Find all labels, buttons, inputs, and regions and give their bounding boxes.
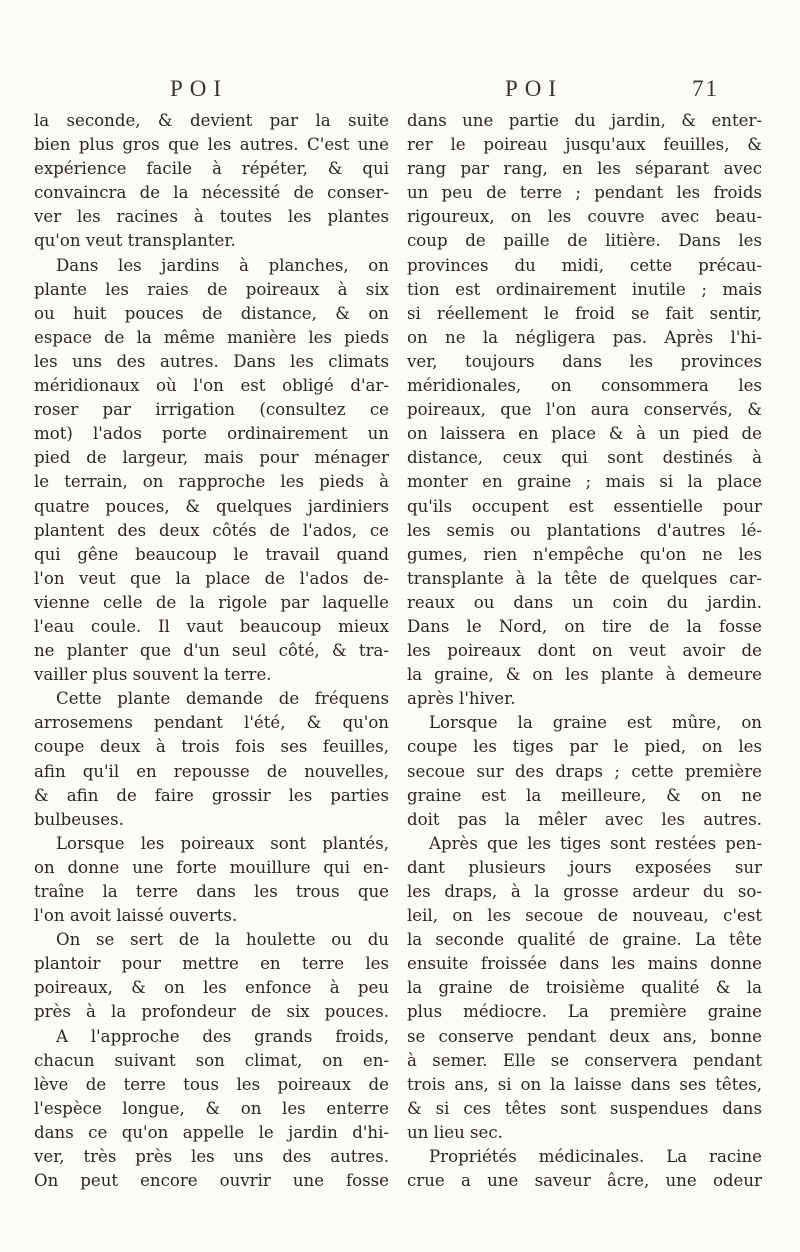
text-line: tion est ordinairement inutile ; mais [407, 279, 762, 299]
text-line: les draps, à la grosse ardeur du so- [407, 882, 762, 901]
text-line: monter en graine ; mais si la place [407, 472, 762, 492]
text-line: arrosemens pendant l'été, & qu'on [34, 713, 389, 733]
left-text-column [34, 109, 389, 1193]
text-line: A l'approche des grands froids, [56, 1026, 389, 1046]
text-line: Cette plante demande de fréquens [56, 689, 389, 709]
text-line: Lorsque la graine est mûre, on [429, 713, 762, 733]
text-line: poireaux, que l'on aura conservés, & [407, 400, 762, 420]
page-number: 71 [692, 76, 719, 101]
text-line: traîne la terre dans les trous que [34, 882, 389, 901]
text-line: roser par irrigation (consultez ce [34, 400, 389, 420]
header-left-title: POI [170, 76, 229, 101]
text-line: rer le poireau jusqu'aux feuilles, & [407, 135, 762, 155]
text-line: dans une partie du jardin, & enter- [407, 111, 762, 130]
text-line: graine est la meilleure, & on ne [407, 785, 762, 805]
text-line: qu'ils occupent est essentielle pour [407, 496, 762, 516]
text-line: rang par rang, en les séparant avec [407, 159, 762, 179]
text-line: qu'on veut transplanter. [34, 231, 236, 251]
text-line: vailler plus souvent la terre. [34, 665, 272, 685]
text-line: afin qu'il en repousse de nouvelles, [34, 761, 389, 781]
text-line: bien plus gros que les autres. C'est une [34, 135, 389, 155]
text-line: on ne la négligera pas. Après l'hi- [407, 327, 762, 347]
text-line: quatre pouces, & quelques jardiniers [34, 496, 389, 516]
text-line: reaux ou dans un coin du jardin. [407, 592, 762, 612]
text-line: crue a une saveur âcre, une odeur [407, 1171, 762, 1191]
text-line: dans ce qu'on appelle le jardin d'hi- [34, 1122, 389, 1142]
text-line: On peut encore ouvrir une fosse [34, 1171, 389, 1191]
text-line: dant plusieurs jours exposées sur [407, 857, 762, 877]
text-line: transplante à la tête de quelques car- [407, 568, 762, 588]
text-line: l'espèce longue, & on les enterre [34, 1098, 389, 1118]
text-line: un peu de terre ; pendant les froids [407, 183, 762, 203]
text-line: & afin de faire grossir les parties [34, 785, 389, 805]
text-line: ver les racines à toutes les plantes [34, 207, 389, 227]
text-line: rigoureux, on les couvre avec beau- [407, 207, 762, 227]
running-header [0, 76, 800, 106]
text-line: les uns des autres. Dans les climats [34, 351, 389, 371]
text-line: ensuite froissée dans les mains donne [407, 954, 762, 974]
text-line: secoue sur des draps ; cette première [407, 761, 762, 781]
text-line: la seconde, & devient par la suite [34, 111, 389, 130]
text-line: Dans le Nord, on tire de la fosse [407, 616, 762, 636]
text-line: qui gêne beaucoup le travail quand [34, 544, 389, 564]
right-text-column [407, 109, 762, 1193]
text-line: plantent des deux côtés de l'ados, ce [34, 520, 389, 540]
text-line: doit pas la mêler avec les autres. [407, 809, 762, 829]
text-line: provinces du midi, cette précau- [407, 255, 762, 275]
text-line: l'on veut que la place de l'ados de- [34, 568, 389, 588]
text-line: on laissera en place & à un pied de [407, 424, 762, 444]
text-line: après l'hiver. [407, 689, 516, 709]
text-line: Lorsque les poireaux sont plantés, [56, 833, 389, 853]
text-line: coup de paille de litière. Dans les [407, 231, 762, 251]
text-line: plus médiocre. La première graine [407, 1002, 762, 1022]
text-line: se conserve pendant deux ans, bonne [407, 1026, 762, 1046]
text-line: vienne celle de la rigole par laquelle [34, 592, 389, 612]
text-line: les poireaux dont on veut avoir de [407, 641, 762, 661]
text-line: un lieu sec. [407, 1122, 503, 1142]
text-line: trois ans, si on la laisse dans ses têtes, [407, 1074, 762, 1094]
header-right-title: POI [505, 76, 564, 101]
text-line: leil, on les secoue de nouveau, c'est [407, 906, 762, 926]
text-line: On se sert de la houlette ou du [56, 930, 389, 950]
text-line: coupe deux à trois fois ses feuilles, [34, 737, 389, 757]
text-line: Propriétés médicinales. La racine [429, 1147, 762, 1167]
text-line: ver, toujours dans les provinces [407, 351, 762, 371]
text-line: expérience facile à répéter, & qui [34, 159, 389, 179]
text-line: plante les raies de poireaux à six [34, 279, 389, 299]
text-line: bulbeuses. [34, 809, 124, 829]
text-line: distance, ceux qui sont destinés à [407, 448, 762, 468]
text-line: le terrain, on rapproche les pieds à [34, 472, 389, 492]
text-line: poireaux, & on les enfonce à peu [34, 978, 389, 998]
text-line: espace de la même manière les pieds [34, 327, 389, 347]
text-line: Dans les jardins à planches, on [56, 255, 389, 275]
text-line: si réellement le froid se fait sentir, [407, 303, 762, 323]
text-line: méridionales, on consommera les [407, 376, 762, 396]
text-line: près à la profondeur de six pouces. [34, 1002, 389, 1022]
text-line: méridionaux où l'on est obligé d'ar- [34, 376, 389, 396]
text-line: la seconde qualité de graine. La tête [407, 930, 762, 950]
text-line: coupe les tiges par le pied, on les [407, 737, 762, 757]
text-line: ne planter que d'un seul côté, & tra- [34, 641, 389, 661]
text-line: pied de largeur, mais pour ménager [34, 448, 389, 468]
text-line: on donne une forte mouillure qui en- [34, 857, 389, 877]
text-line: ver, très près les uns des autres. [34, 1147, 389, 1167]
text-line: chacun suivant son climat, on en- [34, 1050, 389, 1070]
text-line: gumes, rien n'empêche qu'on ne les [407, 544, 762, 564]
text-line: lève de terre tous les poireaux de [34, 1074, 389, 1094]
text-line: convaincra de la nécessité de conser- [34, 183, 389, 203]
text-line: l'on avoit laissé ouverts. [34, 906, 238, 926]
text-line: & si ces têtes sont suspendues dans [407, 1098, 762, 1118]
text-line: la graine de troisième qualité & la [407, 978, 762, 998]
text-line: l'eau coule. Il vaut beaucoup mieux [34, 616, 389, 636]
text-line: à semer. Elle se conservera pendant [407, 1050, 762, 1070]
text-line: ou huit pouces de distance, & on [34, 303, 389, 323]
text-line: plantoir pour mettre en terre les [34, 954, 389, 974]
text-line: les semis ou plantations d'autres lé- [407, 520, 762, 540]
text-line: Après que les tiges sont restées pen- [429, 833, 762, 853]
text-line: la graine, & on les plante à demeure [407, 665, 762, 685]
text-line: mot) l'ados porte ordinairement un [34, 424, 389, 444]
